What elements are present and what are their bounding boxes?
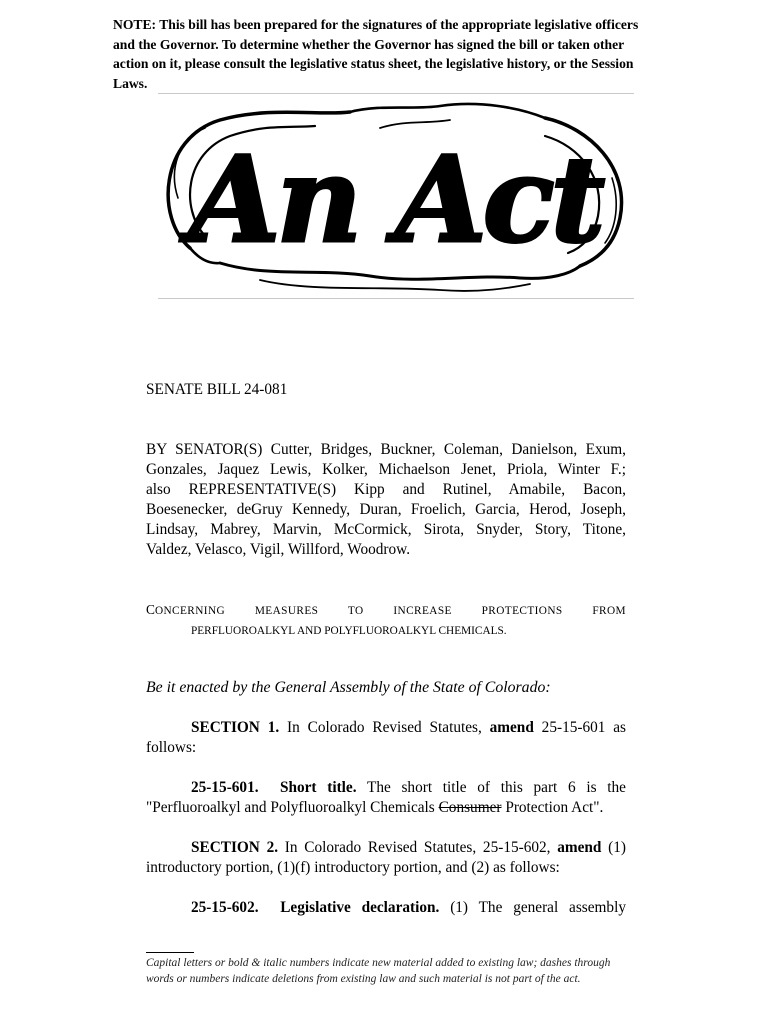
statute-number: 25-15-601. bbox=[191, 779, 259, 796]
bill-number: SENATE BILL 24-081 bbox=[146, 381, 288, 398]
section-2: SECTION 2. In Colorado Revised Statutes, 25-15-602, amend (1) introductory portion, (1)(f) introductory portion, and (2) as follows: bbox=[146, 839, 626, 876]
title-line: ONCERNING MEASURES TO INCREASE PROTECTIONS FROM bbox=[154, 605, 626, 617]
section-25-15-602: 25-15-602. Legislative declaration. (1) The general assembly bbox=[191, 899, 626, 916]
sponsors-block bbox=[146, 440, 626, 560]
bill-title bbox=[146, 600, 626, 641]
header-note: NOTE: This bill has been prepared for the signatures of the appropriate legislative officers and the Governor. To determine whether the Governor has signed the bill or taken other action on it, please consult the legislative status sheet, the legislative history, or the Session Laws. bbox=[113, 17, 639, 91]
statute-heading: Short title. bbox=[279, 779, 357, 796]
enacting-clause: Be it enacted by the General Assembly of the State of Colorado: bbox=[146, 679, 551, 696]
sponsors-line: also REPRESENTATIVE(S) Kipp and Rutinel, Amabile, Bacon, bbox=[146, 481, 626, 498]
title-first-letter: C bbox=[146, 602, 155, 617]
emblem-top-rule bbox=[158, 93, 634, 94]
section-label: SECTION 1. bbox=[191, 719, 280, 736]
footnote: Capital letters or bold & italic numbers indicate new material added to existing law; dashes through words or numbers indicate deletions from existing law and such material is not part of the act. bbox=[146, 957, 611, 985]
emblem-bottom-rule bbox=[158, 298, 634, 299]
footnote-rule bbox=[146, 952, 194, 953]
struck-text: Consumer bbox=[438, 799, 502, 816]
section-25-15-601: 25-15-601. Short title. The short title of this part 6 is the "Perfluoroalkyl and Polyfluoroalkyl Chemicals Consumer Protection Act". bbox=[146, 779, 626, 816]
section-1: SECTION 1. In Colorado Revised Statutes, amend 25-15-601 as follows: bbox=[146, 719, 626, 756]
emblem-text: An Act bbox=[188, 130, 602, 269]
title-line: PERFLUOROALKYL AND POLYFLUOROALKYL CHEMICALS. bbox=[191, 625, 507, 637]
sponsors-line: Valdez, Velasco, Vigil, Willford, Woodrow. bbox=[146, 541, 411, 558]
sponsors-line: Gonzales, Jaquez Lewis, Kolker, Michaelson Jenet, Priola, Winter F.; bbox=[146, 461, 626, 478]
an-act-emblem bbox=[150, 98, 640, 296]
sponsors-line: Boesenecker, deGruy Kennedy, Duran, Froelich, Garcia, Herod, Joseph, bbox=[146, 501, 626, 518]
sponsors-line: BY SENATOR(S) Cutter, Bridges, Buckner, Coleman, Danielson, Exum, bbox=[146, 441, 626, 458]
statute-number: 25-15-602. bbox=[191, 899, 259, 916]
statute-heading: Legislative declaration. bbox=[280, 899, 440, 916]
section-label: SECTION 2. bbox=[191, 839, 279, 856]
sponsors-line: Lindsay, Mabrey, Marvin, McCormick, Sirota, Snyder, Story, Titone, bbox=[146, 521, 626, 538]
